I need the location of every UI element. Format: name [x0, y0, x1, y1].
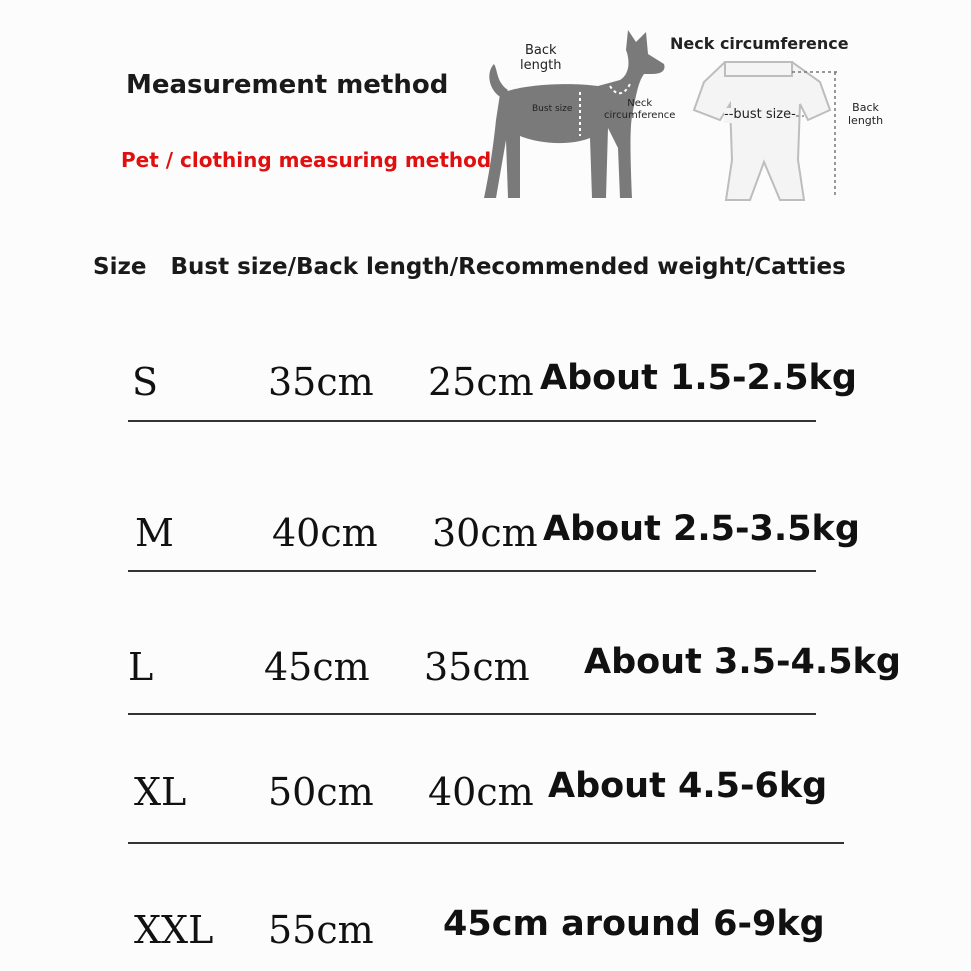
row-back: 30cm: [432, 511, 538, 555]
row-divider: [128, 570, 816, 572]
row-divider: [128, 420, 816, 422]
row-divider: [128, 713, 816, 715]
row-back: 40cm: [428, 770, 534, 814]
header-size: Size: [93, 254, 147, 280]
row-size: M: [135, 511, 174, 555]
garment-back-length-label: Back length: [848, 101, 884, 127]
row-bust: 50cm: [268, 770, 374, 814]
row-size: S: [132, 360, 159, 404]
dog-neck-label: Neck circumference: [604, 98, 676, 121]
row-size: XL: [134, 770, 187, 814]
row-bust: 45cm: [264, 645, 370, 689]
row-divider: [128, 842, 844, 844]
row-weight: About 4.5-6kg: [548, 766, 828, 806]
row-back: 25cm: [428, 360, 534, 404]
row-weight: About 2.5-3.5kg: [543, 509, 860, 549]
dog-measurement-figure: [480, 20, 690, 205]
dog-bust-size-label: Bust size: [532, 104, 573, 114]
dog-back-length-label: Back length: [520, 43, 562, 73]
row-bust: 55cm: [268, 908, 374, 952]
row-size: XXL: [134, 908, 214, 952]
row-size: L: [128, 645, 154, 689]
row-bust: 40cm: [272, 511, 378, 555]
measuring-method-subtitle: Pet / clothing measuring method: [121, 148, 492, 172]
header-columns: Bust size/Back length/Recommended weight/Catties: [170, 254, 846, 280]
row-weight: 45cm around 6-9kg: [443, 904, 825, 944]
row-bust: 35cm: [268, 360, 374, 404]
garment-neck-label: Neck circumference: [670, 34, 849, 53]
row-weight: About 3.5-4.5kg: [584, 642, 901, 682]
size-table-header: [93, 254, 846, 280]
garment-bust-label: --bust size-: [724, 107, 796, 122]
row-weight: About 1.5-2.5kg: [540, 358, 857, 398]
garment-measurement-figure: [670, 30, 910, 205]
measurement-method-title: Measurement method: [126, 70, 449, 100]
row-back: 35cm: [424, 645, 530, 689]
